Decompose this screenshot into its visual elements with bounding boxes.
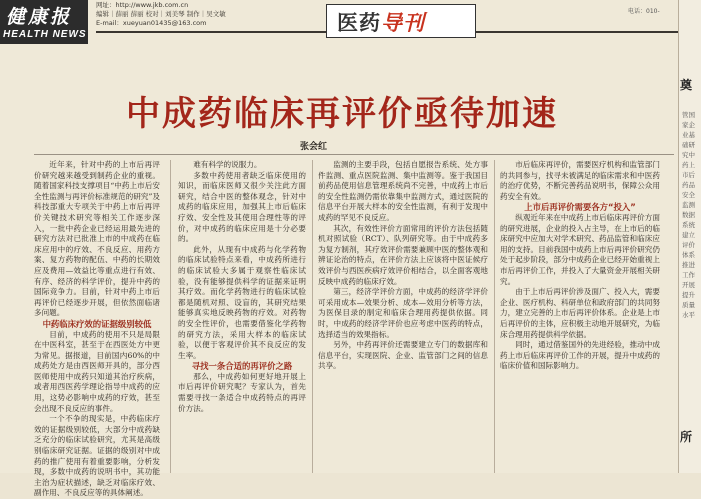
paragraph: 由于上市后再评价涉及面广、投入大，需要企业、医疗机构、科研单位和政府部门的共同努力，建立完善的上市后再评价体系。企业是上市后再评价的主体，应积极主动地开展研究，为临床合理用药提供科学依据。 <box>500 287 660 339</box>
subheading-2: 寻找一条合适的再评价之路 <box>191 361 293 372</box>
subheading-1: 中药临床疗效的证据级别较低 <box>42 318 152 329</box>
adjacent-headline-fragment-2: 所 <box>680 430 693 444</box>
email-line: E-mail：xueyuan01435@163.com <box>96 19 207 27</box>
paragraph: 纵观近年来在中成药上市后临床再评价方面的研究进展，企业的投入占主导，在上市后的临床研究中应加大对学术研究、药品监管和临床应用的支持。目前我国中成药上市后再评价研究仍处于起步阶段，部分中成药企业已经开始重视上市后再评价工作，并投入了大量资金开展相关研究。 <box>500 212 660 286</box>
paragraph: 第三，经济学评价方面，中成药的经济学评价可采用成本—效果分析、成本—效用分析等方法，为医保目录的制定和临床合理用药提供依据。同时，中成药的经济学评价也应考虑中医药的特点，选择适当的效果指标。 <box>318 287 488 339</box>
paragraph: 难有科学的说服力。 <box>193 160 262 169</box>
column-divider <box>312 160 313 473</box>
website-line: 网址：http://www.jkb.com.cn <box>96 1 189 9</box>
paragraph: 其次，有效性评价方面常用的评价方法包括随机对照试验（RCT）、队列研究等。由于中成药多为复方制剂，其疗效评价需要兼顾中医的整体观和辨证论治的特点，在评价方法上应该将中医证候疗效评价与西医疾病疗效评价相结合，以全面客观地反映中成药的临床疗效。 <box>318 223 488 286</box>
byline-divider <box>34 154 674 155</box>
paragraph: 多数中药使用者缺乏临床使用的知识，而临床医师又很少关注此方面研究，结合中医的整体观念，针对中成药的临床应用，加强其上市后临床疗效、安全性及其使用合理性等的评价，对中成药的临床应用是十分必要的。 <box>178 170 306 244</box>
corner-phone-label: 电话：010- <box>628 8 660 15</box>
section-title-part2: 导刊 <box>381 11 425 35</box>
newspaper-logo <box>0 0 88 44</box>
paragraph: 那么，中成药如何更好地开展上市后再评价研究呢？专家认为，首先需要寻找一条适合中成药特点的再评价方法。 <box>178 371 306 413</box>
adjacent-page-strip <box>678 0 701 473</box>
article-column-4 <box>500 160 660 473</box>
masthead-info <box>96 1 226 28</box>
section-title <box>337 7 425 37</box>
paragraph: 监测的主要手段，包括自愿报告系统、处方事件监测、重点医院监测、集中监测等。鉴于我国目前药品使用信息管理系统尚不完善，中成药上市后的安全性监测仍需依靠集中监测方式，通过医院的信息平台开展大样本的安全性监测，有利于发现中成药的罕见不良反应。 <box>318 160 488 222</box>
paragraph: 此外，从现有中成药与化学药物的临床试验特点来看，中成药所进行的临床试验大多属于观察性临床试验，没有能够提供科学的证据来证明其疗效。而化学药物进行的临床试验都是随机对照、设盲的，其研究结果能够真实地反映药物的疗效。对药物的安全性评价，也需要借鉴化学药物的研究方法，采用大样本的临床试验，以便于客观评价其不良反应的发生率。 <box>178 244 306 360</box>
paragraph: 市后临床再评价，需要医疗机构和监管部门的共同参与，找寻未被满足的临床需求和中医药的治疗优势，不断完善药品说明书，保障公众用药安全有效。 <box>500 160 660 201</box>
subheading-3: 上市后再评价需要各方“投入” <box>524 202 636 213</box>
paragraph: 一个不争的现实是，中药临床疗效的证据级别较低，大部分中成药缺乏充分的临床试验研究，尤其是高级别临床研究证据。证据的级别对中成药的推广使用有着重要影响，分析发现，多数中成药的说明书中，其功能主治为症状描述，缺乏对临床疗效、副作用、不良反应等的具体阐述。 <box>34 414 160 498</box>
section-banner <box>326 4 476 38</box>
article-headline: 中成药临床再评价亟待加速 <box>126 94 558 134</box>
article-column-3 <box>318 160 488 473</box>
masthead <box>0 0 678 44</box>
section-title-part1: 医药 <box>337 11 381 35</box>
editor-line: 编辑｜薛丽 薛丽 校对｜刘美琴 制作｜吴文敏 <box>96 10 226 18</box>
paragraph: 目前，中成药的使用不只是局限在中医科室，甚至于在西医处方中更为常见。据报道，目前国内60%的中成药处方是由西医师开具的，部分西医师使用中成药只知道其治疗疾病，或者用西医药学理论指导中成药的应用，这势必影响中成药的疗效，甚至会出现不良反应的事件。 <box>34 329 160 413</box>
article-column-1 <box>34 160 160 498</box>
logo-chinese: 健康报 <box>6 6 73 28</box>
logo-english: HEALTH NEWS <box>3 29 87 40</box>
article-column-2 <box>178 160 306 473</box>
paragraph: 近年来，针对中药的上市后再评价研究越来越受到制药企业的重视。随着国家科技支撑项目“中药上市后安全性监测与再评价标准规范的研究”及科技部重大专项关于中药上市后再评价关键技术研究等相关工作逐步深入，一批中药企业已经运用最先进的研究方法对已批准上市的中成药在临床应用中的疗效、不良反应、用药方案、复方药物的配伍、中药的长期效应及费用—效益比等重点进行有效、有序、经济的科学评价，提升中药的国际竞争力。目前，针对中药上市后再评价已经逐步开展，但依然面临诸多问题。 <box>34 160 160 318</box>
article-byline: 张会红 <box>300 142 328 152</box>
adjacent-headline-fragment: 奠 <box>680 78 693 92</box>
paragraph: 另外，中药再评价还需要建立专门的数据库和信息平台，实现医院、企业、监管部门之间的信息共享。 <box>318 340 488 371</box>
column-divider <box>494 160 495 473</box>
adjacent-text-fragment: 管国家企业基础研究中药上市后药品安全监测数据系统建立评价体系推进工作开展提升质量水平 <box>682 111 695 319</box>
column-divider <box>170 160 171 473</box>
paragraph: 同时，通过借鉴国外的先进经验，推动中成药上市后临床再评价工作的开展，提升中成药的临床价值和国际影响力。 <box>500 340 660 371</box>
